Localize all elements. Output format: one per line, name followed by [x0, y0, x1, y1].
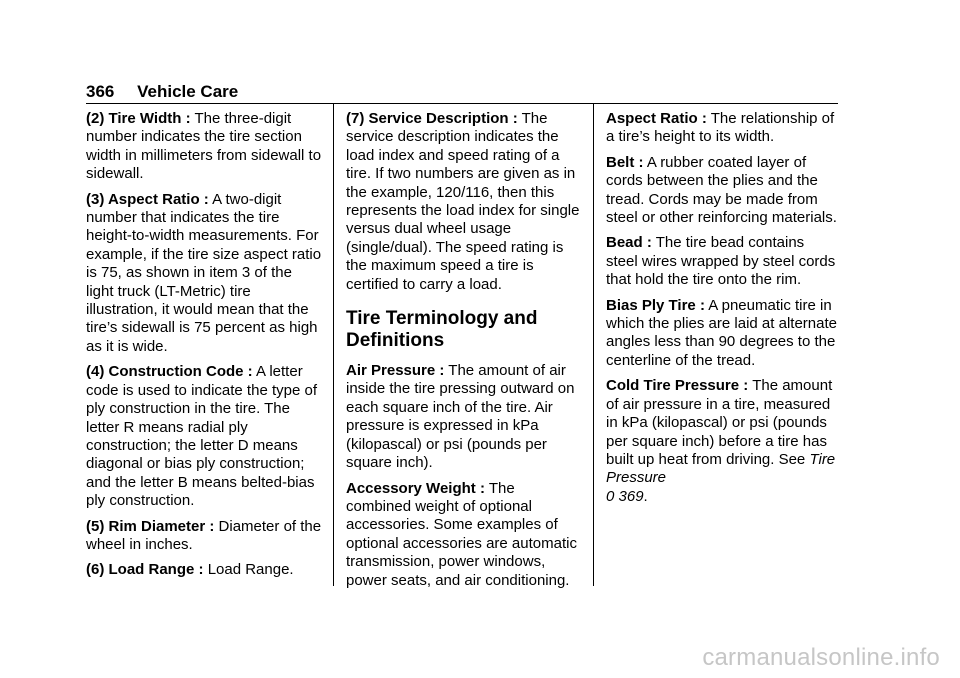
term-text: The amount of air inside the tire pressing outward on each square inch of the tire. Air pressure is expressed in kPa (kilopascal) or psi (pounds per square inch). [346, 362, 575, 472]
term-text: A two-digit number that indicates the tire height-to-width measurements. For example, if the tire size aspect ratio is 75, as shown in item 3 of the light truck (LT-Metric) tire illustration, it would mean that the tire’s sidewall is 75 percent as high as it is wide. [86, 190, 322, 355]
column-3 [606, 110, 840, 513]
column-2 [346, 110, 580, 597]
section-heading: Tire Terminology and Definitions [346, 308, 538, 352]
term-text: The amount of air pressure in a tire, measured in kPa (kilopascal) or psi (pounds per square inch) before a tire has built up heat from driving. See [606, 377, 833, 468]
term-text: The three-digit number indicates the tire section width in millimeters from sidewall to sidewall. [86, 110, 322, 183]
term-label: (7) Service Description : [346, 110, 518, 127]
definition-air-pressure [346, 362, 580, 472]
term-text: Diameter of the wheel in inches. [86, 517, 322, 553]
cross-reference-page[interactable]: 0 369 [606, 487, 644, 505]
definition-aspect-ratio-code [86, 191, 322, 357]
sentence-end: . [643, 487, 648, 505]
definition-load-range [86, 561, 322, 579]
term-text: The service description indicates the load index and speed rating of a tire. If two numbers are given as in the example, 120/116, then this represents the load index for single versus dual wheel usage (single/dual). The speed rating is the maximum speed a tire is certified to carry a load. [346, 110, 580, 293]
definition-construction-code [86, 363, 322, 510]
column-1 [86, 110, 322, 587]
term-text: The combined weight of optional accessories. Some examples of optional accessories are automatic transmission, power windows, power seats, and air conditioning. [346, 479, 577, 589]
term-text: Load Range. [207, 561, 294, 579]
page-header [86, 82, 838, 104]
definition-rim-diameter [86, 518, 322, 555]
term-text: The tire bead contains steel wires wrapped by steel cords that hold the tire onto the rim. [606, 234, 836, 289]
term-label: Bead : [606, 234, 652, 252]
term-label: (2) Tire Width : [86, 110, 191, 127]
column-divider-1 [333, 104, 334, 586]
term-label: (6) Load Range : [86, 561, 204, 579]
term-label: Bias Ply Tire : [606, 296, 705, 314]
term-text: The relationship of a tire’s height to its width. [606, 110, 835, 146]
term-label: (3) Aspect Ratio : [86, 190, 209, 208]
definition-aspect-ratio [606, 110, 840, 147]
term-label: Cold Tire Pressure : [606, 377, 749, 395]
definition-accessory-weight [346, 480, 580, 590]
term-label: Air Pressure : [346, 362, 445, 380]
term-text: A letter code is used to indicate the type of ply construction in the tire. The letter R means radial ply construction; the letter D means diagonal or bias ply construction; and the letter B means belted-bias ply construction. [86, 363, 317, 510]
page-number: 366 [86, 82, 115, 101]
definition-cold-tire-pressure [606, 377, 840, 506]
definition-bead [606, 234, 840, 289]
term-label: Belt : [606, 153, 644, 171]
definition-service-description [346, 110, 580, 294]
term-text: A rubber coated layer of cords between the plies and the tread. Cords may be made from steel or other reinforcing materials. [606, 153, 837, 227]
header-rule [86, 103, 838, 104]
term-label: Aspect Ratio : [606, 110, 707, 127]
definition-bias-ply-tire [606, 297, 840, 371]
term-label: Accessory Weight : [346, 479, 485, 497]
term-label: (5) Rim Diameter : [86, 517, 215, 535]
term-text: A pneumatic tire in which the plies are laid at alternate angles less than 90 degrees to the centerline of the tread. [606, 296, 837, 369]
cross-reference-link[interactable]: Tire Pressure [606, 450, 836, 487]
column-divider-2 [593, 104, 594, 586]
definition-belt [606, 154, 840, 228]
term-label: (4) Construction Code : [86, 363, 253, 381]
definition-tire-width [86, 110, 322, 184]
section-title: Vehicle Care [137, 82, 239, 101]
watermark: carmanualsonline.info [702, 644, 940, 671]
